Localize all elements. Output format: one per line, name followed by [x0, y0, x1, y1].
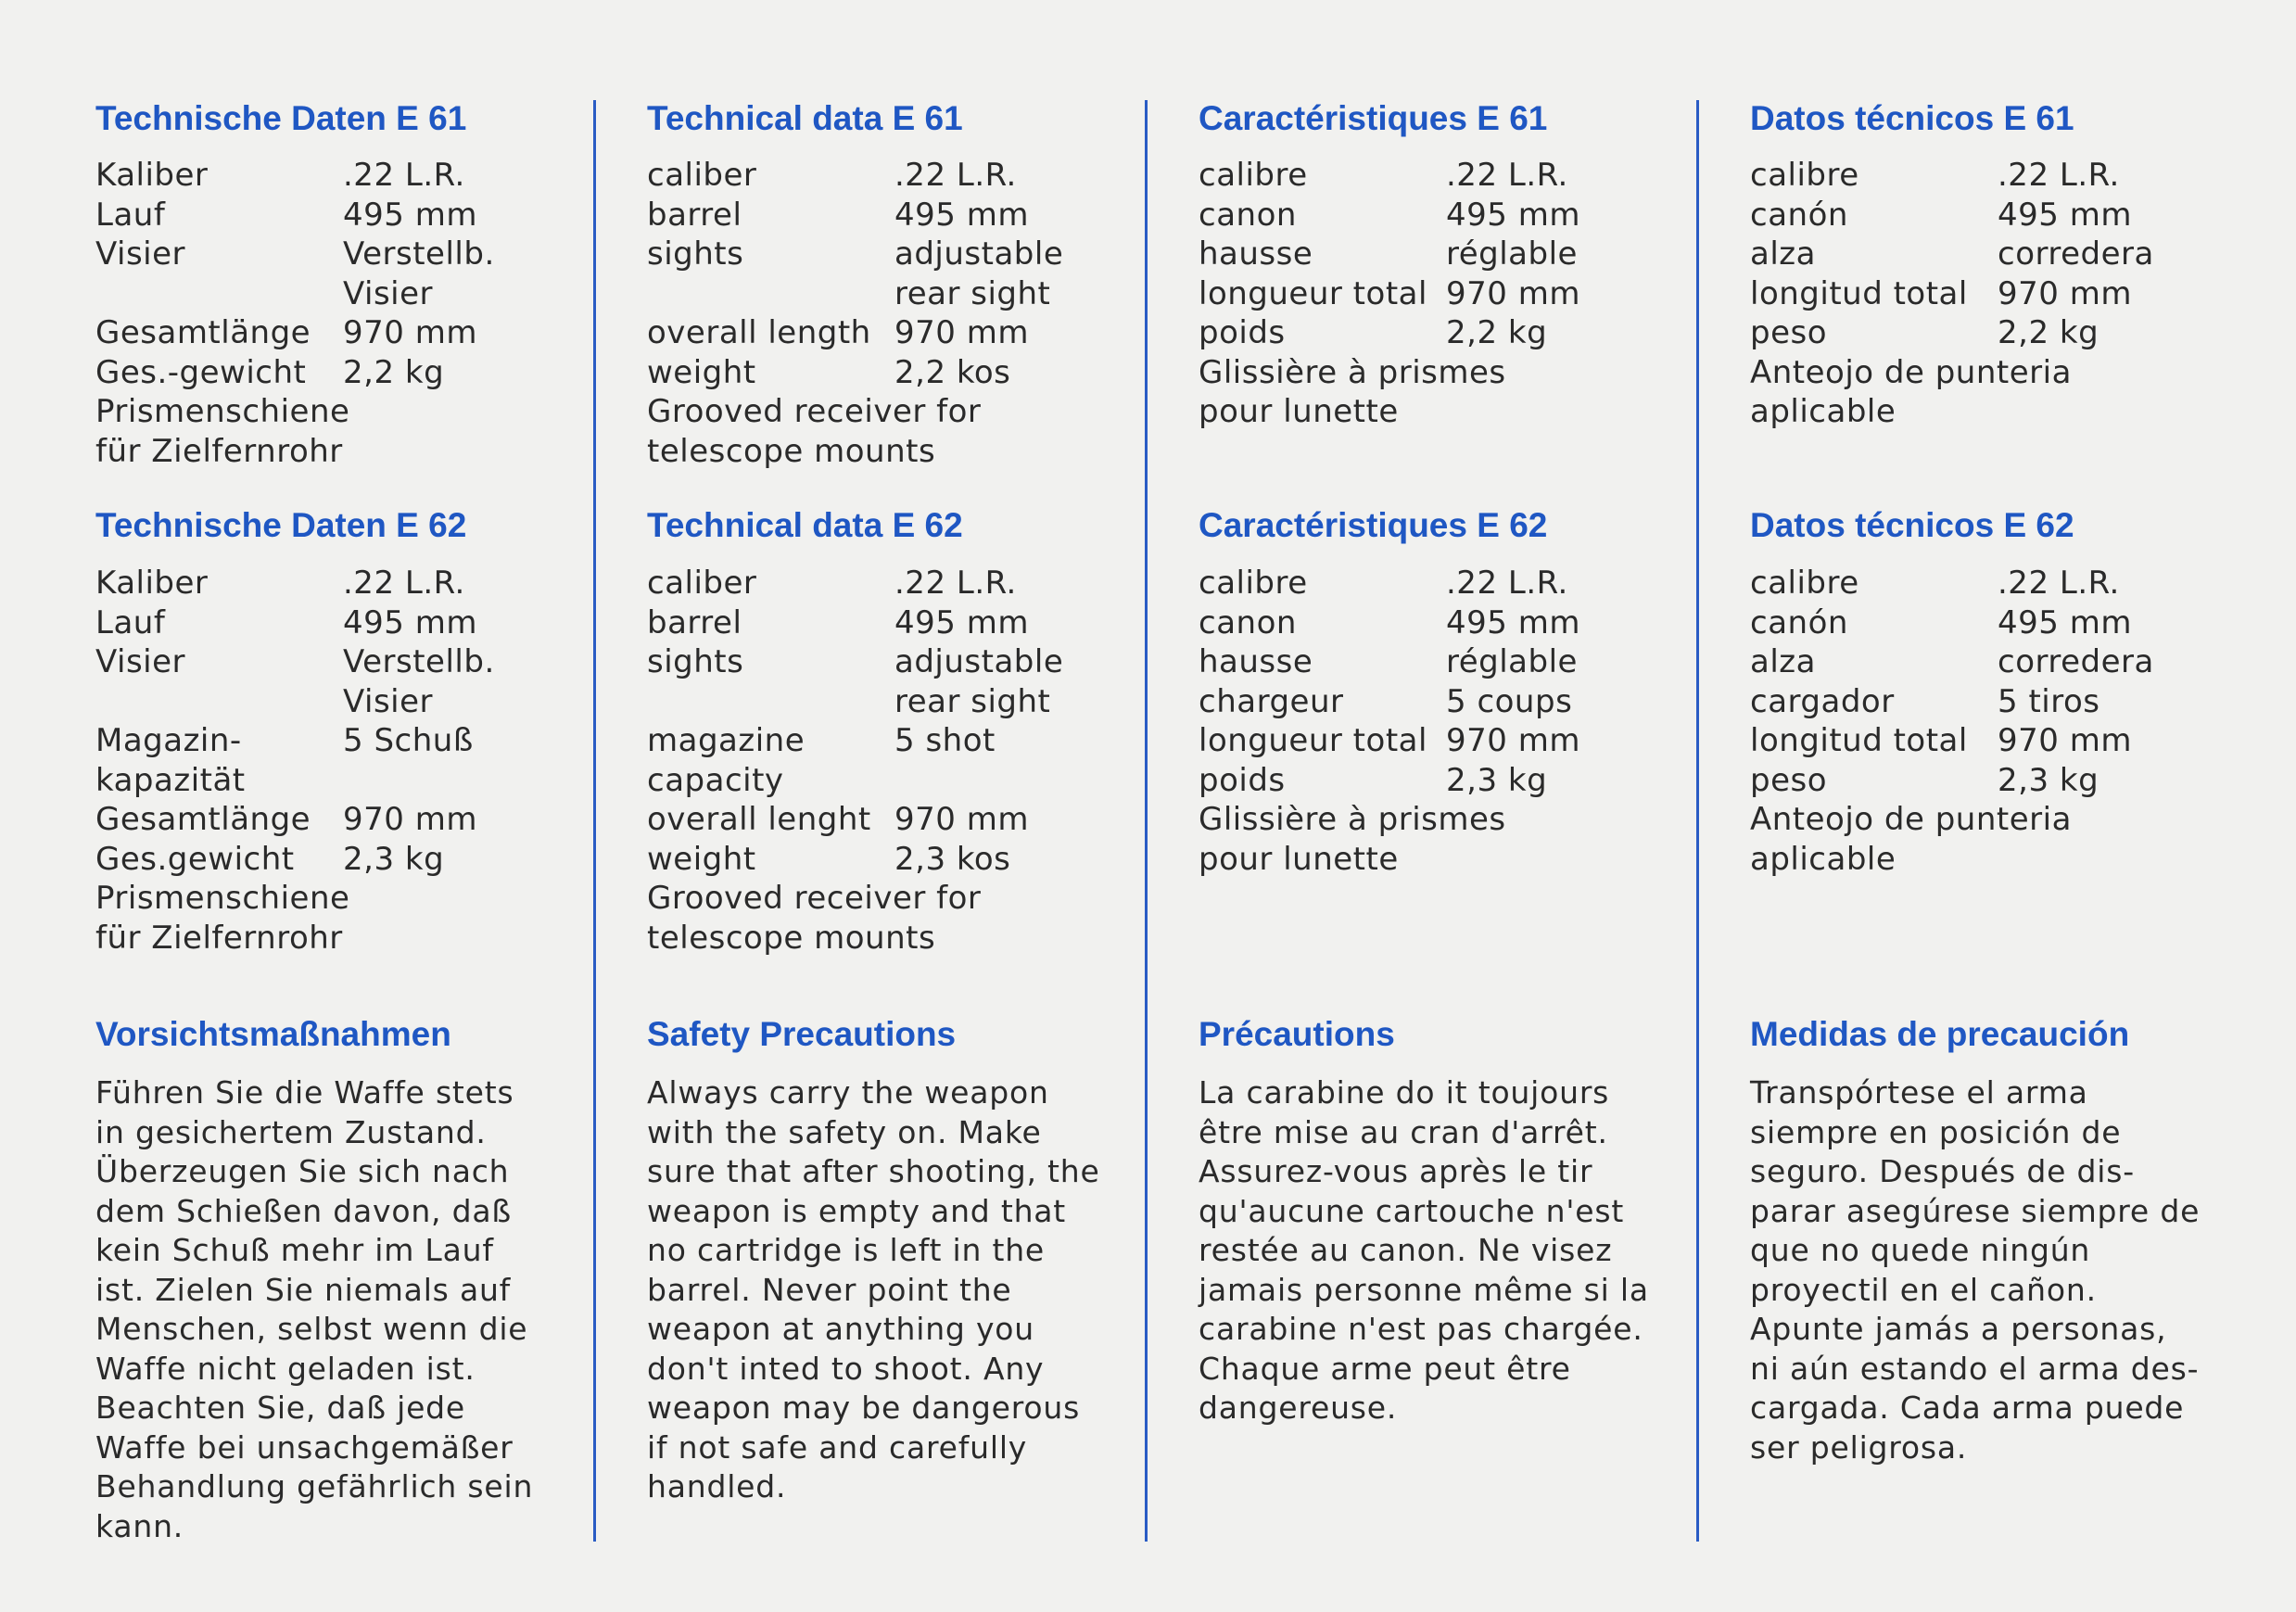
- spec-label: longueur total: [1199, 722, 1427, 759]
- spec-row: [1199, 642, 1718, 682]
- precautions-line: Chaque arme peut être: [1199, 1350, 1571, 1387]
- spec-label: [647, 274, 894, 314]
- spec-row: [1199, 761, 1718, 801]
- precautions-line: ist. Zielen Sie niemals auf: [95, 1271, 512, 1308]
- precautions-line: Führen Sie die Waffe stets: [95, 1074, 514, 1111]
- spec-row: [1750, 274, 2269, 314]
- precautions-line: in gesichertem Zustand.: [95, 1113, 487, 1150]
- precautions-text: [95, 1073, 568, 1546]
- spec-row: [647, 235, 1166, 274]
- spec-row: [1199, 721, 1718, 761]
- spec-row: [1750, 564, 2269, 603]
- spec-label: peso: [1750, 761, 1828, 799]
- precautions-line: Menschen, selbst wenn die: [95, 1311, 528, 1347]
- section-title-e62: Datos técnicos E 62: [1750, 506, 2074, 544]
- spec-note: pour lunette: [1199, 840, 1399, 878]
- spec-label: poids: [1199, 314, 1286, 351]
- spec-label: Gesamtlänge: [95, 314, 311, 351]
- precautions-line: restée au canon. Ne visez: [1199, 1232, 1613, 1268]
- spec-value: Visier: [343, 682, 434, 720]
- spec-value: .22 L.R.: [343, 157, 465, 194]
- spec-row: [1199, 682, 1718, 722]
- precautions-line: Waffe bei unsachgemäßer: [95, 1428, 514, 1466]
- spec-row: [1750, 196, 2269, 235]
- spec-label: cargador: [1750, 682, 1895, 720]
- precautions-line: if not safe and carefully: [647, 1428, 1028, 1466]
- spec-label: overall length: [647, 314, 871, 351]
- spec-label: [647, 682, 894, 722]
- precautions-line: proyectil en el cañon.: [1750, 1271, 2097, 1308]
- spec-value: 495 mm: [894, 603, 1029, 641]
- spec-label: [95, 682, 343, 722]
- spec-value: 970 mm: [894, 801, 1029, 838]
- spec-row: [95, 800, 615, 840]
- spec-row: [95, 603, 615, 643]
- spec-note: telescope mounts: [647, 919, 936, 957]
- spec-note: aplicable: [1750, 840, 1896, 878]
- spec-row: [95, 682, 615, 722]
- section-title-e62: Caractéristiques E 62: [1199, 506, 1548, 544]
- spec-label: canón: [1750, 603, 1848, 641]
- spec-value: 2,2 kg: [343, 353, 445, 391]
- spec-row: [95, 721, 615, 761]
- spec-label: weight: [647, 840, 756, 878]
- precautions-line: La carabine do it toujours: [1199, 1074, 1610, 1111]
- spec-label: Ges.-gewicht: [95, 353, 307, 391]
- spec-value: corredera: [1998, 643, 2154, 680]
- precautions-line: weapon may be dangerous: [647, 1390, 1081, 1426]
- spec-label: Visier: [95, 235, 186, 273]
- precautions-line: no cartridge is left in the: [647, 1232, 1046, 1268]
- spec-row: [1750, 235, 2269, 274]
- spec-value: 970 mm: [343, 314, 477, 351]
- spec-value: 495 mm: [1998, 196, 2132, 234]
- section-title-e61: Caractéristiques E 61: [1199, 99, 1548, 137]
- spec-table-e61: [1199, 156, 1718, 432]
- spec-label: alza: [1750, 643, 1816, 680]
- precautions-line: être mise au cran d'arrêt.: [1199, 1113, 1608, 1150]
- precautions-line: parar asegúrese siempre de: [1750, 1192, 2201, 1229]
- spec-value: 2,2 kg: [1446, 314, 1548, 351]
- spec-row: [1199, 564, 1718, 603]
- spec-label: longitud total: [1750, 274, 1968, 312]
- precautions-line: Transpórtese el arma: [1750, 1074, 2088, 1111]
- spec-table-e61: [1750, 156, 2269, 432]
- spec-value: adjustable: [894, 643, 1064, 680]
- precautions-line: don't inted to shoot. Any: [647, 1350, 1045, 1387]
- spec-value: 970 mm: [1998, 722, 2132, 759]
- precautions-line: Überzeugen Sie sich nach: [95, 1153, 510, 1189]
- spec-label: weight: [647, 353, 756, 391]
- spec-value: 970 mm: [894, 314, 1029, 351]
- spec-label: magazine: [647, 722, 806, 759]
- spec-value: 2,3 kg: [343, 840, 445, 878]
- spec-label: sights: [647, 643, 744, 680]
- precautions-text: [1199, 1073, 1671, 1428]
- spec-value: 495 mm: [894, 196, 1029, 234]
- spec-row: [95, 313, 615, 353]
- spec-row: [95, 274, 615, 314]
- spec-label: sights: [647, 235, 744, 273]
- spec-value: .22 L.R.: [1446, 565, 1568, 602]
- precautions-line: Assurez-vous après le tir: [1199, 1153, 1593, 1189]
- spec-value: 970 mm: [1446, 274, 1580, 312]
- spec-row: [95, 840, 615, 880]
- spec-row: [95, 353, 615, 393]
- spec-row: [95, 156, 615, 196]
- precautions-line: with the safety on. Make: [647, 1113, 1042, 1150]
- spec-note: Anteojo de punteria: [1750, 801, 2072, 838]
- spec-value: 970 mm: [343, 801, 477, 838]
- spec-label: chargeur: [1199, 682, 1344, 720]
- spec-row: [647, 642, 1166, 682]
- spec-label: Gesamtlänge: [95, 801, 311, 838]
- spec-label: overall lenght: [647, 801, 871, 838]
- precautions-line: handled.: [647, 1468, 787, 1504]
- precautions-line: qu'aucune cartouche n'est: [1199, 1192, 1625, 1229]
- spec-note: Glissière à prismes: [1199, 801, 1506, 838]
- spec-note: aplicable: [1750, 393, 1896, 430]
- spec-row: [95, 642, 615, 682]
- spec-row: [95, 564, 615, 603]
- spec-row: [1199, 603, 1718, 643]
- precautions-line: Apunte jamás a personas,: [1750, 1311, 2167, 1347]
- precautions-line: kann.: [95, 1507, 184, 1544]
- spec-value: Visier: [343, 274, 434, 312]
- spec-label: Ges.gewicht: [95, 840, 295, 878]
- spec-row: [647, 274, 1166, 314]
- section-title-e61: Datos técnicos E 61: [1750, 99, 2074, 137]
- precautions-line: dem Schießen davon, daß: [95, 1192, 512, 1229]
- spec-note: Prismenschiene: [95, 880, 350, 917]
- spec-value: 2,3 kos: [894, 840, 1011, 878]
- spec-value: 495 mm: [343, 603, 477, 641]
- spec-row: [1750, 156, 2269, 196]
- precautions-text: [1750, 1073, 2223, 1467]
- spec-value: 5 tiros: [1998, 682, 2100, 720]
- spec-label: capacity: [647, 761, 784, 799]
- spec-value: .22 L.R.: [1998, 565, 2120, 602]
- spec-row: [1750, 721, 2269, 761]
- spec-label: kapazität: [95, 761, 246, 799]
- spec-note: Prismenschiene: [95, 393, 350, 430]
- spec-value: 5 coups: [1446, 682, 1573, 720]
- spec-note: Grooved receiver for: [647, 393, 982, 430]
- spec-label: longitud total: [1750, 722, 1968, 759]
- precautions-title: Précautions: [1199, 1015, 1395, 1053]
- section-title-e61: Technische Daten E 61: [95, 99, 467, 137]
- spec-table-e61: [647, 156, 1166, 471]
- spec-row: [1750, 761, 2269, 801]
- spec-note: für Zielfernrohr: [95, 432, 343, 470]
- precautions-line: dangereuse.: [1199, 1390, 1398, 1426]
- spec-value: rear sight: [894, 274, 1051, 312]
- precautions-line: Always carry the weapon: [647, 1074, 1049, 1111]
- precautions-line: weapon is empty and that: [647, 1192, 1067, 1229]
- spec-row: [1199, 235, 1718, 274]
- spec-value: adjustable: [894, 235, 1064, 273]
- spec-label: canón: [1750, 196, 1848, 234]
- spec-row: [647, 840, 1166, 880]
- spec-value: 495 mm: [1446, 196, 1580, 234]
- spec-value: Verstellb.: [343, 643, 495, 680]
- spec-note: pour lunette: [1199, 393, 1399, 430]
- spec-row: [647, 196, 1166, 235]
- spec-table-e62: [1199, 564, 1718, 879]
- spec-row: [1750, 313, 2269, 353]
- spec-row: [95, 761, 615, 801]
- spec-value: corredera: [1998, 235, 2154, 273]
- spec-value: réglable: [1446, 643, 1578, 680]
- spec-row: [647, 313, 1166, 353]
- precautions-line: Behandlung gefährlich sein: [95, 1468, 534, 1504]
- spec-row: [647, 603, 1166, 643]
- spec-row: [647, 564, 1166, 603]
- precautions-line: cargada. Cada arma puede: [1750, 1390, 2185, 1426]
- spec-value: 495 mm: [1446, 603, 1580, 641]
- spec-row: [647, 800, 1166, 840]
- spec-value: 2,3 kg: [1998, 761, 2099, 799]
- precautions-line: ni aún estando el arma des-: [1750, 1350, 2200, 1387]
- spec-row: [647, 156, 1166, 196]
- precautions-line: que no quede ningún: [1750, 1232, 2091, 1268]
- spec-row: [1750, 682, 2269, 722]
- spec-value: 2,3 kg: [1446, 761, 1548, 799]
- spec-label: poids: [1199, 761, 1286, 799]
- spec-table-e62: [647, 564, 1166, 958]
- spec-label: barrel: [647, 603, 742, 641]
- spec-value: 495 mm: [1998, 603, 2132, 641]
- spec-label: canon: [1199, 603, 1297, 641]
- spec-label: Lauf: [95, 603, 166, 641]
- spec-label: Lauf: [95, 196, 166, 234]
- spec-label: calibre: [1199, 157, 1308, 194]
- spec-label: longueur total: [1199, 274, 1427, 312]
- spec-row: [95, 235, 615, 274]
- spec-label: alza: [1750, 235, 1816, 273]
- spec-label: barrel: [647, 196, 742, 234]
- spec-value: 5 shot: [894, 722, 996, 759]
- spec-label: hausse: [1199, 235, 1313, 273]
- spec-value: .22 L.R.: [343, 565, 465, 602]
- spec-label: calibre: [1750, 565, 1859, 602]
- section-title-e62: Technical data E 62: [647, 506, 963, 544]
- spec-label: Kaliber: [95, 157, 209, 194]
- spec-label: caliber: [647, 157, 757, 194]
- spec-row: [647, 761, 1166, 801]
- spec-label: Visier: [95, 643, 186, 680]
- precautions-title: Safety Precautions: [647, 1015, 957, 1053]
- spec-value: réglable: [1446, 235, 1578, 273]
- precautions-line: kein Schuß mehr im Lauf: [95, 1232, 494, 1268]
- precautions-line: jamais personne même si la: [1199, 1271, 1649, 1308]
- spec-row: [1750, 603, 2269, 643]
- spec-note: Anteojo de punteria: [1750, 353, 2072, 391]
- spec-value: rear sight: [894, 682, 1051, 720]
- precautions-text: [647, 1073, 1120, 1507]
- spec-table-e61: [95, 156, 615, 471]
- precautions-line: sure that after shooting, the: [647, 1153, 1100, 1189]
- spec-row: [647, 682, 1166, 722]
- spec-value: 5 Schuß: [343, 722, 474, 759]
- spec-label: canon: [1199, 196, 1297, 234]
- spec-table-e62: [95, 564, 615, 958]
- spec-row: [647, 353, 1166, 393]
- spec-label: calibre: [1750, 157, 1859, 194]
- spec-label: [95, 274, 343, 314]
- spec-value: 2,2 kos: [894, 353, 1011, 391]
- spec-row: [95, 196, 615, 235]
- spec-note: Grooved receiver for: [647, 880, 982, 917]
- precautions-line: barrel. Never point the: [647, 1271, 1012, 1308]
- spec-value: Verstellb.: [343, 235, 495, 273]
- spec-row: [1199, 196, 1718, 235]
- spec-value: 495 mm: [343, 196, 477, 234]
- precautions-line: Waffe nicht geladen ist.: [95, 1350, 476, 1387]
- spec-row: [1199, 156, 1718, 196]
- spec-value: .22 L.R.: [1446, 157, 1568, 194]
- spec-label: calibre: [1199, 565, 1308, 602]
- spec-note: telescope mounts: [647, 432, 936, 470]
- precautions-line: siempre en posición de: [1750, 1113, 2122, 1150]
- precautions-line: ser peligrosa.: [1750, 1428, 1968, 1466]
- spec-label: caliber: [647, 565, 757, 602]
- section-title-e61: Technical data E 61: [647, 99, 963, 137]
- spec-value: 2,2 kg: [1998, 314, 2099, 351]
- precautions-line: seguro. Después de dis-: [1750, 1153, 2135, 1189]
- spec-value: .22 L.R.: [894, 157, 1017, 194]
- spec-note: für Zielfernrohr: [95, 919, 343, 957]
- spec-value: .22 L.R.: [1998, 157, 2120, 194]
- precautions-line: Beachten Sie, daß jede: [95, 1390, 466, 1426]
- precautions-line: weapon at anything you: [647, 1311, 1034, 1347]
- spec-value: .22 L.R.: [894, 565, 1017, 602]
- spec-label: peso: [1750, 314, 1828, 351]
- section-title-e62: Technische Daten E 62: [95, 506, 467, 544]
- spec-value: 970 mm: [1446, 722, 1580, 759]
- spec-row: [1199, 274, 1718, 314]
- spec-note: Glissière à prismes: [1199, 353, 1506, 391]
- spec-label: Kaliber: [95, 565, 209, 602]
- spec-label: Magazin-: [95, 722, 242, 759]
- precautions-title: Medidas de precaución: [1750, 1015, 2130, 1053]
- spec-value: 970 mm: [1998, 274, 2132, 312]
- spec-row: [1750, 642, 2269, 682]
- spec-table-e62: [1750, 564, 2269, 879]
- spec-row: [1199, 313, 1718, 353]
- spec-label: hausse: [1199, 643, 1313, 680]
- precautions-line: carabine n'est pas chargée.: [1199, 1311, 1643, 1347]
- precautions-title: Vorsichtsmaßnahmen: [95, 1015, 451, 1053]
- spec-row: [647, 721, 1166, 761]
